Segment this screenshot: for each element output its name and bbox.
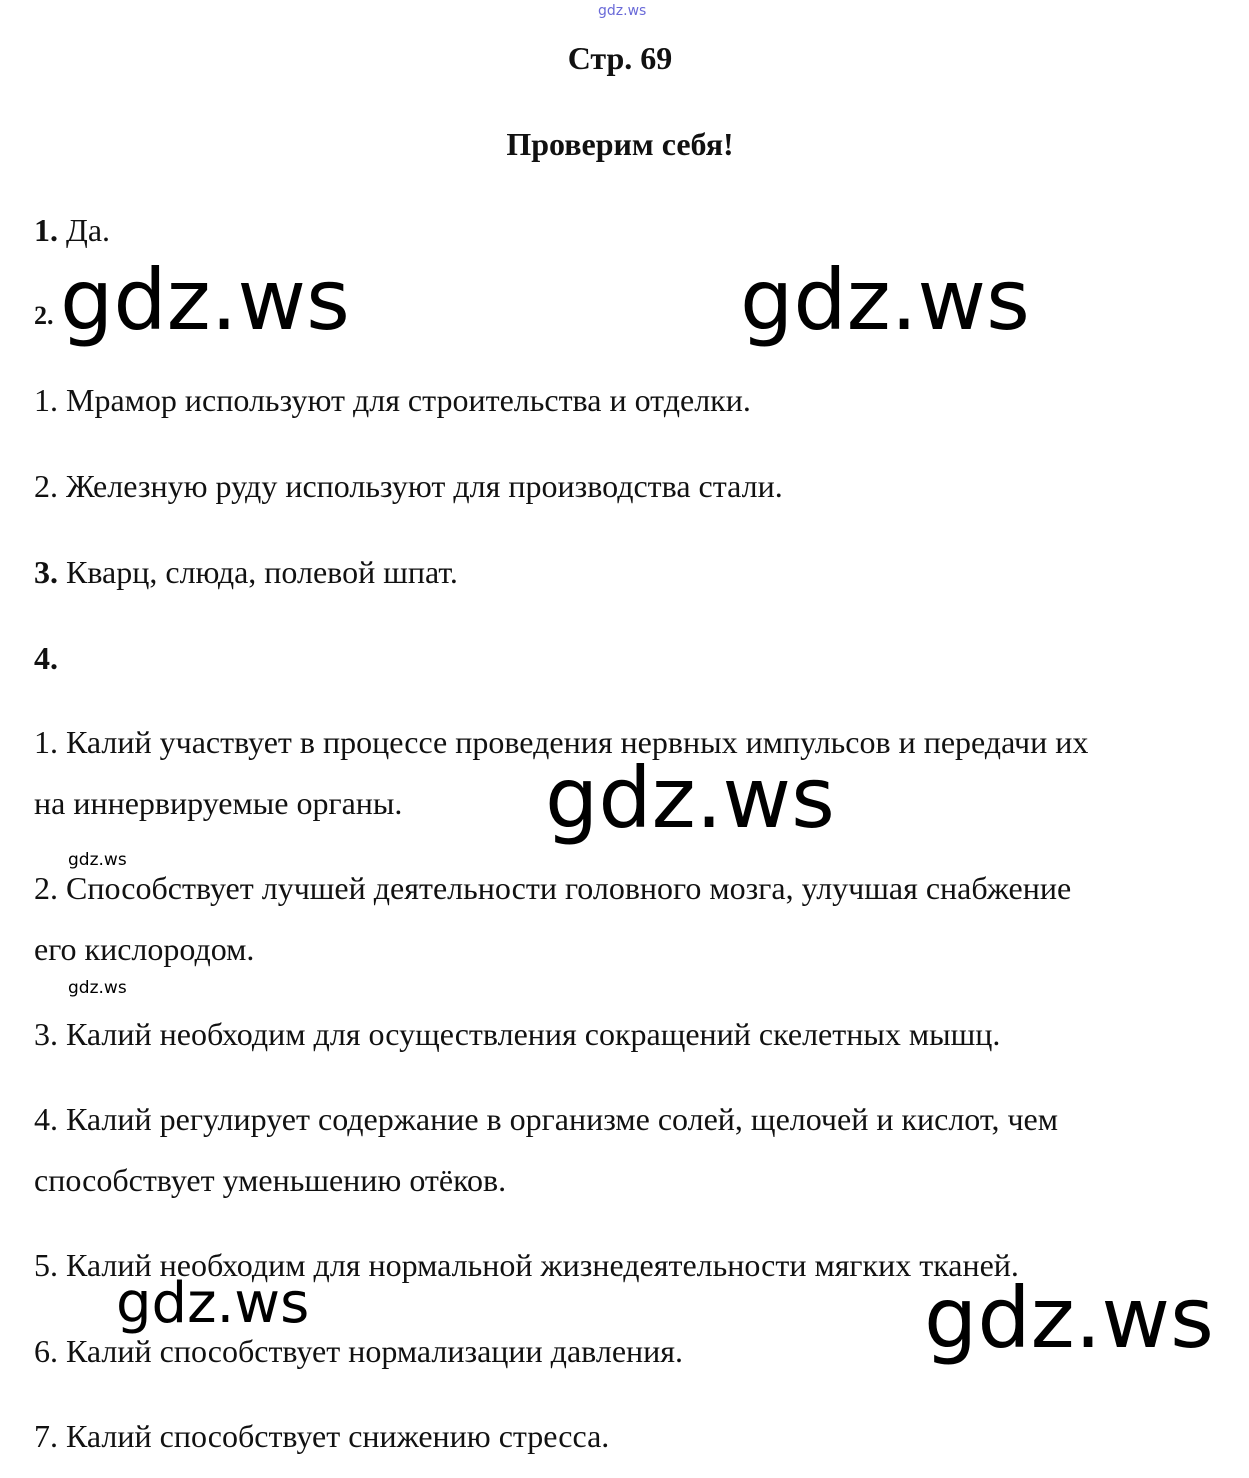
list-item: 7. Калий способствует снижению стресса. [34,1418,610,1454]
answer-text: Кварц, слюда, полевой шпат. [58,554,458,590]
list-item: 5. Калий необходим для нормальной жизнедеятельности мягких тканей. [34,1247,1019,1283]
watermark: gdz.ws [924,1269,1214,1367]
answer-number: 1. [34,212,58,248]
list-item: 6. Калий способствует нормализации давления. [34,1333,683,1369]
list-item: 1. Мрамор используют для строительства и отделки. [34,382,751,418]
answer-1 [34,210,110,250]
top-watermark: gdz.ws [598,3,647,19]
answer-number: 2. [34,301,54,330]
answer-3 [34,552,458,592]
list-item: 2. Железную руду используют для производства стали. [34,468,783,504]
list-item-continuation: его кислородом. [34,931,255,967]
answer-4 [34,638,58,678]
answer-text: Да. [58,212,111,248]
watermark: gdz.ws [68,978,127,998]
watermark: gdz.ws [68,850,127,870]
watermark: gdz.ws [545,749,835,847]
answer-number: 4. [34,640,58,676]
list-item: 3. Калий необходим для осуществления сокращений скелетных мышц. [34,1016,1001,1052]
list-item: 4. Калий регулирует содержание в организме солей, щелочей и кислот, чем [34,1101,1058,1137]
list-item-continuation: способствует уменьшению отёков. [34,1162,507,1198]
watermark: gdz.ws [740,251,1030,349]
list-item: 1. Калий участвует в процессе проведения нервных импульсов и передачи их [34,724,1089,760]
list-item-continuation: на иннервируемые органы. [34,785,403,821]
page-number: Стр. 69 [567,40,673,76]
watermark: gdz.ws [116,1271,310,1336]
answer-number: 3. [34,554,58,590]
watermark: gdz.ws [60,251,350,349]
section-title: Проверим себя! [506,126,734,162]
list-item: 2. Способствует лучшей деятельности головного мозга, улучшая снабжение [34,870,1072,906]
answer-2 [34,296,54,336]
